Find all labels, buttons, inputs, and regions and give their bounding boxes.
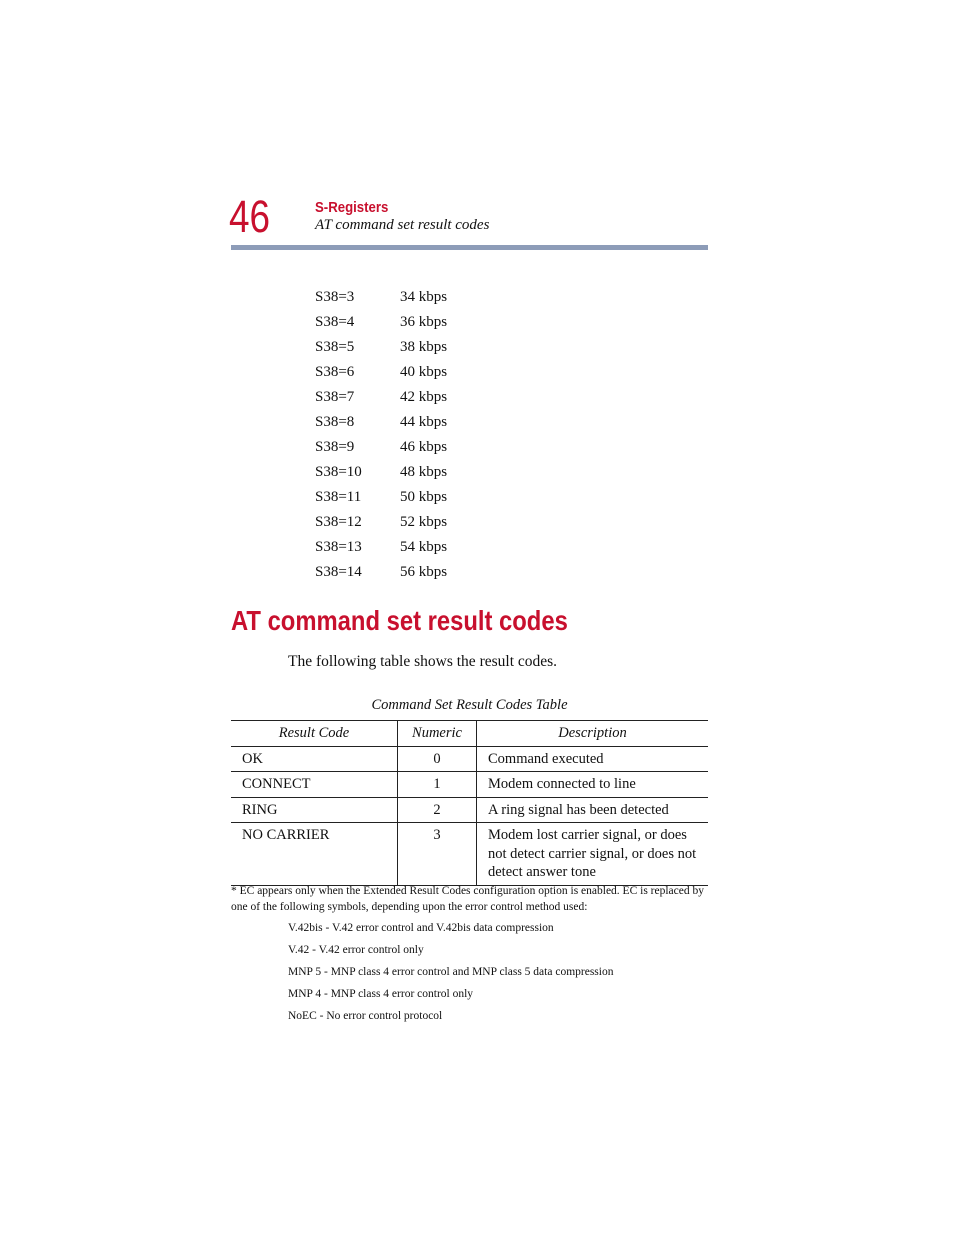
speed-code: S38=3 [315,289,355,305]
speed-row [315,460,535,485]
speed-row [315,385,535,410]
speed-code: S38=11 [315,489,362,505]
table-footnote: * EC appears only when the Extended Result Codes configuration option is enabled. EC is replaced by one of the following symbols, depending upon the error control method used: [231,885,704,913]
page-number: 46 [229,191,271,242]
column-header-numeric: Numeric [398,721,477,747]
speed-row [315,435,535,460]
speed-rate: 40 kbps [400,364,448,380]
speed-row [315,485,535,510]
speed-rate: 44 kbps [400,414,448,430]
speed-code: S38=7 [315,389,355,405]
speed-code: S38=9 [315,439,355,455]
speed-code: S38=12 [315,514,362,530]
speed-rate: 54 kbps [400,539,448,555]
speed-rate: 52 kbps [400,514,448,530]
speed-code: S38=8 [315,414,355,430]
description-cell: Command executed [477,746,709,772]
speed-rate: 56 kbps [400,564,448,580]
speed-rate: 46 kbps [400,439,448,455]
description-cell: A ring signal has been detected [477,797,709,823]
speed-code: S38=13 [315,539,362,555]
speed-rate: 48 kbps [400,464,448,480]
speed-rate: 34 kbps [400,289,448,305]
intro-paragraph: The following table shows the result codes. [288,653,558,670]
speed-rate: 42 kbps [400,389,448,405]
speed-row [315,360,535,385]
numeric-cell: 3 [398,823,477,886]
table-caption: Command Set Result Codes Table [371,697,568,713]
list-item: V.42 - V.42 error control only [288,944,424,956]
speed-row [315,285,535,310]
speed-code: S38=4 [315,314,355,330]
list-item: MNP 4 - MNP class 4 error control only [288,988,474,1000]
column-header-description: Description [477,721,709,747]
speed-rate: 50 kbps [400,489,448,505]
speed-rate: 36 kbps [400,314,448,330]
error-control-list [288,919,708,1029]
speed-row [315,410,535,435]
running-header-section: S-Registers [315,199,389,216]
speed-row [315,535,535,560]
result-codes-table [231,720,708,886]
column-header-result-code: Result Code [231,721,398,747]
speed-row [315,560,535,585]
header-rule [231,245,708,250]
description-cell: Modem connected to line [477,772,709,798]
table-row [231,797,708,823]
list-item: NoEC - No error control protocol [288,1010,443,1022]
description-cell: Modem lost carrier signal, or does not detect carrier signal, or does not detect answer tone [477,823,709,886]
list-item: MNP 5 - MNP class 4 error control and MNP class 5 data compression [288,966,614,978]
numeric-cell: 2 [398,797,477,823]
table-header-row [231,721,708,747]
speed-row [315,335,535,360]
result-code-cell: NO CARRIER [231,823,398,886]
table-row [231,772,708,798]
speed-settings-list [315,285,535,585]
speed-code: S38=5 [315,339,355,355]
numeric-cell: 1 [398,772,477,798]
speed-row [315,510,535,535]
table-row [231,823,708,886]
table-row [231,746,708,772]
speed-code: S38=14 [315,564,362,580]
speed-code: S38=10 [315,464,362,480]
speed-rate: 38 kbps [400,339,448,355]
result-code-cell: RING [231,797,398,823]
section-heading: AT command set result codes [231,605,568,636]
numeric-cell: 0 [398,746,477,772]
list-item: V.42bis - V.42 error control and V.42bis data compression [288,922,554,934]
result-code-cell: CONNECT [231,772,398,798]
speed-row [315,310,535,335]
speed-code: S38=6 [315,364,355,380]
result-code-cell: OK [231,746,398,772]
running-header-subsection: AT command set result codes [315,217,490,233]
